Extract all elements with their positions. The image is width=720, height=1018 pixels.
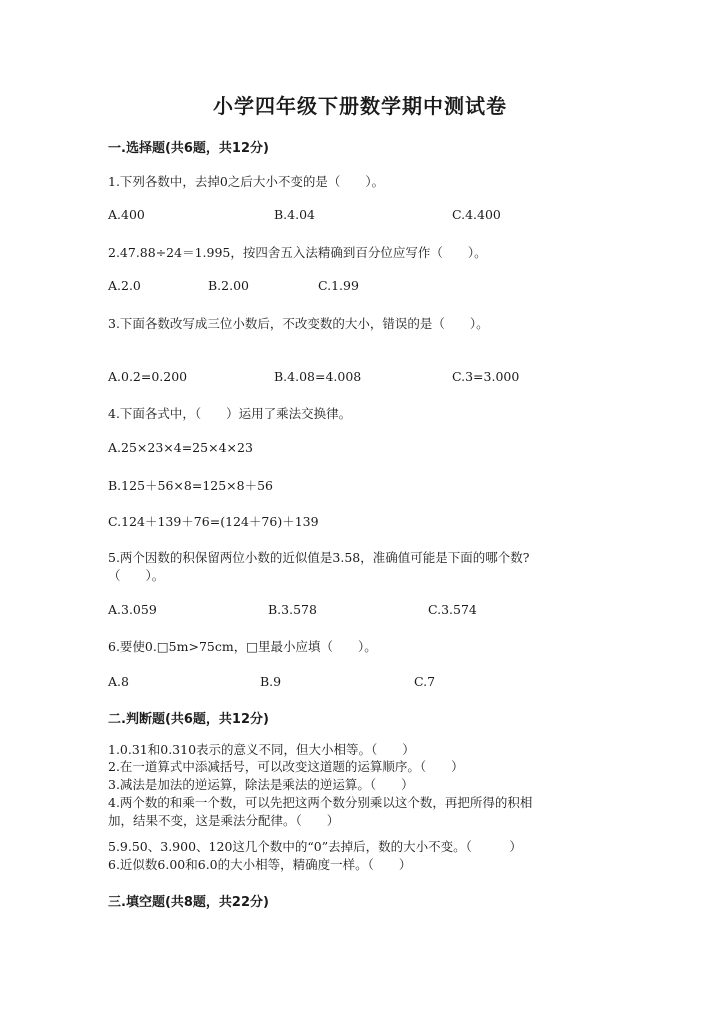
question-6: 6.要使0.□5m>75cm，□里最小应填（ ）。 bbox=[108, 639, 377, 654]
q6-option-b: B.9 bbox=[260, 674, 282, 689]
q6-option-c: C.7 bbox=[414, 674, 436, 689]
q3-option-b: B.4.08=4.008 bbox=[274, 369, 362, 384]
section-choice-heading: 一.选择题(共6题，共12分) bbox=[108, 141, 269, 156]
q4-option-a: A.25×23×4=25×4×23 bbox=[108, 440, 253, 455]
q6-option-a: A.8 bbox=[108, 674, 129, 689]
judge-item-3: 3.减法是加法的逆运算，除法是乘法的逆运算。（ ） bbox=[108, 777, 414, 792]
question-4: 4.下面各式中，（ ）运用了乘法交换律。 bbox=[108, 406, 352, 421]
question-3: 3.下面各数改写成三位小数后，不改变数的大小，错误的是（ ）。 bbox=[108, 316, 489, 331]
question-5: 5.两个因数的积保留两位小数的近似值是3.58，准确值可能是下面的哪个数? bbox=[108, 550, 530, 565]
question-2: 2.47.88÷24＝1.995，按四舍五入法精确到百分位应写作（ ）。 bbox=[108, 245, 487, 260]
q4-option-c: C.124＋139＋76=(124＋76)＋139 bbox=[108, 514, 319, 529]
q4-option-b: B.125＋56×8=125×8＋56 bbox=[108, 478, 274, 493]
q2-option-a: A.2.0 bbox=[108, 278, 141, 293]
page-title: 小学四年级下册数学期中测试卷 bbox=[213, 94, 507, 118]
q5-option-a: A.3.059 bbox=[108, 602, 157, 617]
judge-item-5: 5.9.50、3.900、120这几个数中的“0”去掉后，数的大小不变。（ ） bbox=[108, 839, 522, 854]
q3-option-a: A.0.2=0.200 bbox=[108, 369, 188, 384]
q5-option-c: C.3.574 bbox=[428, 602, 477, 617]
judge-item-4: 4.两个数的和乘一个数，可以先把这两个数分别乘以这个数，再把所得的积相 bbox=[108, 795, 533, 810]
judge-item-4-cont: 加，结果不变，这是乘法分配律。（ ） bbox=[108, 813, 340, 828]
q5-option-b: B.3.578 bbox=[268, 602, 317, 617]
q2-option-b: B.2.00 bbox=[208, 278, 249, 293]
q2-option-c: C.1.99 bbox=[318, 278, 359, 293]
question-1: 1.下列各数中，去掉0之后大小不变的是（ ）。 bbox=[108, 174, 385, 189]
judge-item-6: 6.近似数6.00和6.0的大小相等，精确度一样。（ ） bbox=[108, 857, 412, 872]
q1-option-a: A.400 bbox=[108, 207, 145, 222]
q3-option-c: C.3=3.000 bbox=[452, 369, 520, 384]
q1-option-b: B.4.04 bbox=[274, 207, 315, 222]
question-5-blank: （ ）。 bbox=[108, 568, 165, 583]
section-judge-heading: 二.判断题(共6题，共12分) bbox=[108, 712, 269, 727]
q1-option-c: C.4.400 bbox=[452, 207, 501, 222]
section-fill-heading: 三.填空题(共8题，共22分) bbox=[108, 895, 269, 910]
judge-item-2: 2.在一道算式中添减括号，可以改变这道题的运算顺序。（ ） bbox=[108, 759, 464, 774]
judge-item-1: 1.0.31和0.310表示的意义不同，但大小相等。（ ） bbox=[108, 742, 415, 757]
